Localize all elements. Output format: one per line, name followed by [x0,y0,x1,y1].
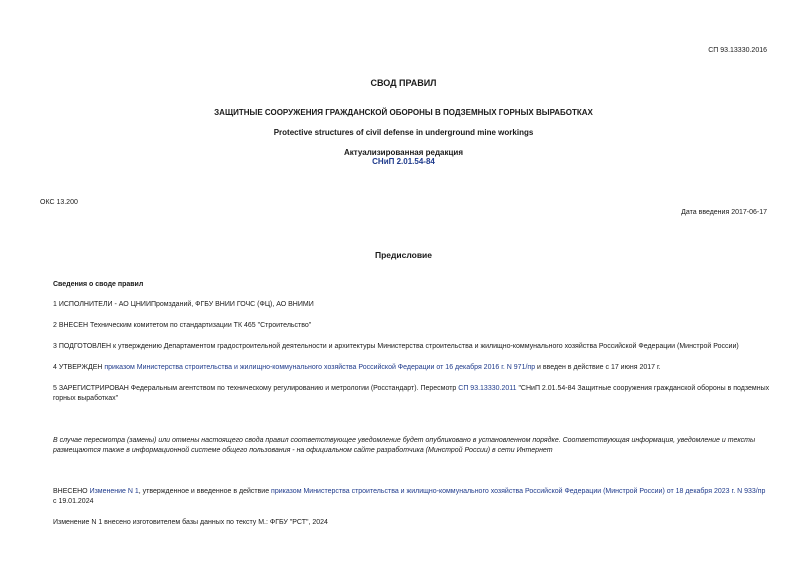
item-4-order-link[interactable]: приказом Министерства строительства и жилищно-коммунального хозяйства Российской Федерации от 16 декабря 2016 г. N 971/пр [104,364,536,371]
oks-code: ОКС 13.200 [40,199,78,206]
change-prefix: ВНЕСЕНО [53,488,90,495]
document-code: СП 93.13330.2016 [708,47,767,54]
change-entry [53,487,770,507]
edition-label: Актуализированная редакция [344,148,463,157]
document-type-title: СВОД ПРАВИЛ [370,78,437,88]
document-title-ru: ЗАЩИТНЫЕ СООРУЖЕНИЯ ГРАЖДАНСКОЙ ОБОРОНЫ В ПОДЗЕМНЫХ ГОРНЫХ ВЫРАБОТКАХ [214,108,593,117]
document-title-en: Protective structures of civil defense in underground mine workings [273,128,534,137]
item-1: 1 ИСПОЛНИТЕЛИ - АО ЦНИИПромзданий, ФГБУ ВНИИ ГОЧС (ФЦ), АО ВНИМИ [53,301,314,308]
item-4 [53,363,773,373]
item-4-suffix: и введен в действие с 17 июня 2017 г. [535,364,661,371]
change-suffix: с 19.01.2024 [53,498,94,505]
change-mid: , утвержденное и введенное в действие [138,488,272,495]
item-5-sp-link[interactable]: СП 93.13330.2011 [458,385,517,392]
item-3: 3 ПОДГОТОВЛЕН к утверждению Департаментом градостроительной деятельности и архитектуры Министерства строительства и жилищно-коммунального хозяйства Российской Федерации (Минстрой России) [53,343,739,350]
item-4-prefix: 4 УТВЕРЖДЕН [53,364,105,371]
snip-link[interactable]: СНиП 2.01.54-84 [372,157,435,166]
item-5-prefix: 5 ЗАРЕГИСТРИРОВАН Федеральным агентством по техническому регулированию и метрологии (Росстандарт). Пересмотр [53,385,459,392]
info-heading: Сведения о своде правил [53,281,144,288]
revision-notice: В случае пересмотра (замены) или отмены настоящего свода правил соответствующее уведомление будет опубликовано в установленном порядке. Соответствующая информация, уведомление и тексты размещаются также в информационной системе общего пользования - на официальном сайте разработчика (Минстрой России) в сети Интернет [53,437,756,454]
change-1-link[interactable]: Изменение N 1 [89,488,139,495]
preface-heading: Предисловие [374,250,433,260]
item-2: 2 ВНЕСЕН Техническим комитетом по стандартизации ТК 465 "Строительство" [53,322,312,329]
item-5-suffix: "СНиП 2.01.54-84 Защитные сооружения гражданской обороны в подземных горных выработках" [53,385,770,402]
change-order-link[interactable]: приказом Министерства строительства и жилищно-коммунального хозяйства Российской Федерации (Минстрой России) от 18 декабря 2023 г. N 933/пр [271,488,766,495]
intro-date: Дата введения 2017-06-17 [681,209,767,216]
item-5 [53,384,770,404]
change-note: Изменение N 1 внесено изготовителем базы данных по тексту М.: ФГБУ "РСТ", 2024 [53,519,328,526]
